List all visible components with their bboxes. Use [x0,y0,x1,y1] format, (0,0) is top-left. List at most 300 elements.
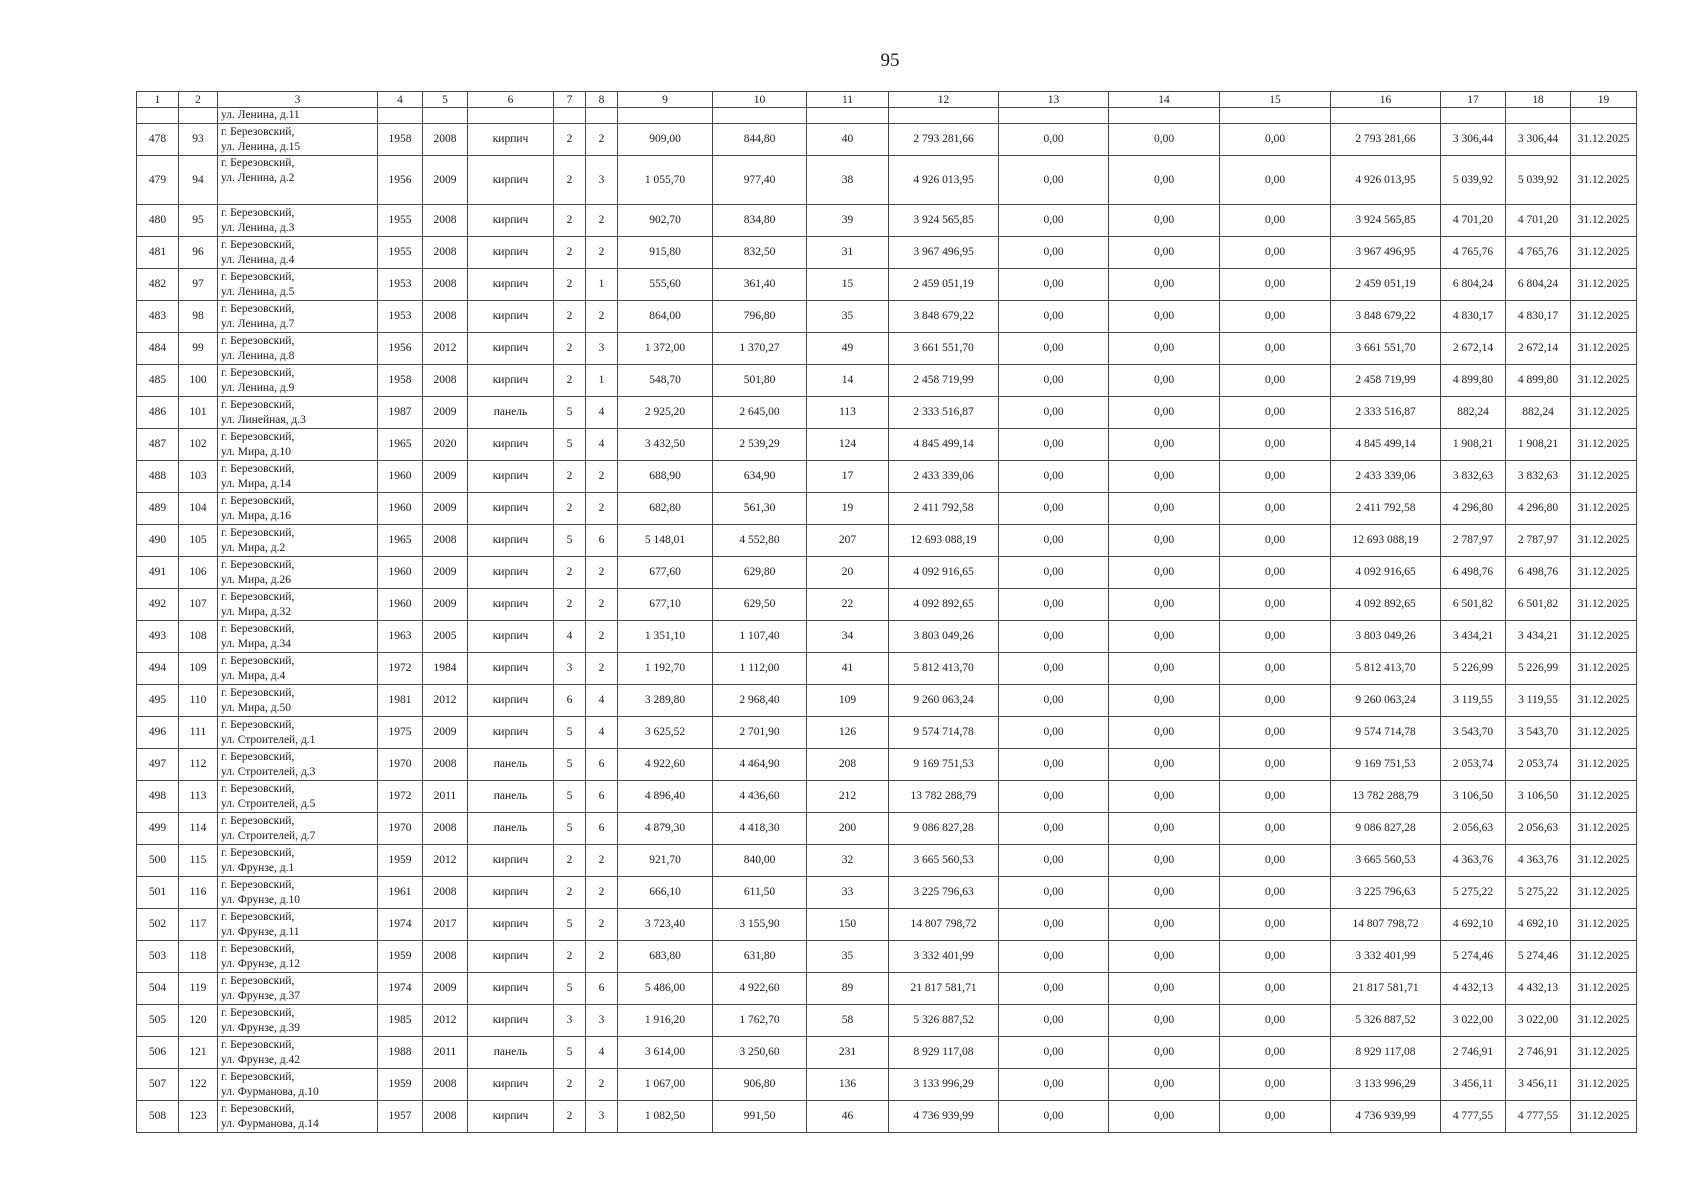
table-cell: 99 [179,333,218,365]
table-row [137,429,1637,461]
table-cell: 832,50 [713,237,807,269]
table-cell: 3 [554,653,586,685]
table-cell: 19 [807,493,889,525]
table-cell: 31.12.2025 [1571,205,1637,237]
table-cell: 40 [807,124,889,156]
table-cell: 3 332 401,99 [1331,941,1441,973]
table-cell: 2 433 339,06 [889,461,999,493]
table-row [137,461,1637,493]
table-cell: 4 879,30 [618,813,713,845]
column-number-header: 6 [468,92,554,108]
column-number-header: 19 [1571,92,1637,108]
table-cell: 1984 [423,653,468,685]
table-cell: 2 [554,269,586,301]
table-cell: 109 [807,685,889,717]
table-cell: 0,00 [1109,301,1220,333]
table-cell: 482 [137,269,179,301]
table-cell: 4 777,55 [1441,1101,1506,1133]
table-cell: 0,00 [1220,1069,1331,1101]
table-cell: 2008 [423,301,468,333]
table-row [137,749,1637,781]
table-cell: 5 [554,749,586,781]
table-cell: кирпич [468,301,554,333]
table-cell: 3 [586,333,618,365]
table-cell: 0,00 [1220,156,1331,205]
address-cell: г. Березовский, ул. Ленина, д.9 [218,365,378,397]
address-cell: г. Березовский, ул. Строителей, д.1 [218,717,378,749]
table-cell: 0,00 [999,1069,1109,1101]
table-cell: 0,00 [1220,525,1331,557]
table-cell: 6 [554,685,586,717]
table-cell: 1960 [378,493,423,525]
table-cell: 2 [586,301,618,333]
table-cell: 2020 [423,429,468,461]
table-cell: 31.12.2025 [1571,813,1637,845]
table-cell: 31.12.2025 [1571,301,1637,333]
table-row [137,845,1637,877]
table-cell: 677,10 [618,589,713,621]
table-cell: 0,00 [999,124,1109,156]
table-cell: 2 [586,845,618,877]
column-number-header: 4 [378,92,423,108]
table-cell: 5 275,22 [1441,877,1506,909]
table-cell: 114 [179,813,218,845]
table-cell: 0,00 [999,973,1109,1005]
address-cell: г. Березовский, ул. Строителей, д.3 [218,749,378,781]
table-cell: 0,00 [1220,429,1331,461]
table-cell: 3 803 049,26 [889,621,999,653]
table-cell: 3 803 049,26 [1331,621,1441,653]
table-cell: 0,00 [1220,653,1331,685]
table-cell: 2 [586,621,618,653]
address-cell: г. Березовский, ул. Фрунзе, д.10 [218,877,378,909]
table-row [137,1069,1637,1101]
table-row [137,333,1637,365]
table-cell: 2005 [423,621,468,653]
table-cell: 31.12.2025 [1571,269,1637,301]
table-cell: 2 [586,493,618,525]
address-cell: г. Березовский, ул. Строителей, д.7 [218,813,378,845]
table-cell: 0,00 [1220,493,1331,525]
table-cell: 1 112,00 [713,653,807,685]
table-cell: 15 [807,269,889,301]
table-cell [1109,108,1220,124]
table-cell: 3 133 996,29 [1331,1069,1441,1101]
table-cell: 361,40 [713,269,807,301]
table-cell: 4 922,60 [713,973,807,1005]
table-cell [1441,108,1506,124]
table-cell: 2009 [423,973,468,1005]
table-cell: 2 [554,941,586,973]
table-cell: 3 848 679,22 [889,301,999,333]
table-cell: 2008 [423,1101,468,1133]
table-cell: 1 762,70 [713,1005,807,1037]
table-cell [1571,108,1637,124]
table-cell: 2 672,14 [1506,333,1571,365]
column-number-header: 15 [1220,92,1331,108]
table-cell: 3 434,21 [1441,621,1506,653]
table-cell: кирпич [468,461,554,493]
table-cell: 3 225 796,63 [1331,877,1441,909]
table-cell: 2 [554,301,586,333]
table-cell: 4 777,55 [1506,1101,1571,1133]
table-cell: 2009 [423,461,468,493]
table-cell: 1959 [378,941,423,973]
table-cell: 0,00 [1220,685,1331,717]
table-cell: 14 807 798,72 [889,909,999,941]
table-cell: 2008 [423,813,468,845]
table-cell: 1 908,21 [1441,429,1506,461]
table-cell: 0,00 [1220,205,1331,237]
table-cell: кирпич [468,1101,554,1133]
address-cell: г. Березовский, ул. Фурманова, д.10 [218,1069,378,1101]
table-cell: 492 [137,589,179,621]
table-cell: 0,00 [1109,973,1220,1005]
table-cell: 1960 [378,589,423,621]
table-cell: 1974 [378,973,423,1005]
table-cell [1331,108,1441,124]
table-cell: 104 [179,493,218,525]
table-cell: 6 [586,973,618,1005]
table-cell: 0,00 [1109,557,1220,589]
table-cell: 3 456,11 [1441,1069,1506,1101]
table-cell: панель [468,1037,554,1069]
table-cell: 31.12.2025 [1571,525,1637,557]
table-cell: 0,00 [1109,124,1220,156]
table-cell: 0,00 [1109,365,1220,397]
table-cell: 1 067,00 [618,1069,713,1101]
table-cell: 31.12.2025 [1571,909,1637,941]
table-cell: 231 [807,1037,889,1069]
table-cell: 0,00 [1220,269,1331,301]
table-cell: 2 411 792,58 [1331,493,1441,525]
table-cell: 123 [179,1101,218,1133]
table-cell: 33 [807,877,889,909]
table-cell: кирпич [468,557,554,589]
table-cell: 12 693 088,19 [1331,525,1441,557]
table-cell: 58 [807,1005,889,1037]
table-cell: 2 [554,845,586,877]
table-cell: 6 498,76 [1506,557,1571,589]
table-cell: 0,00 [1220,845,1331,877]
address-cell: г. Березовский, ул. Фрунзе, д.39 [218,1005,378,1037]
column-number-header: 3 [218,92,378,108]
table-cell [586,108,618,124]
address-cell: г. Березовский, ул. Фрунзе, д.11 [218,909,378,941]
table-cell: 31.12.2025 [1571,973,1637,1005]
table-cell: 5 [554,525,586,557]
table-cell: 497 [137,749,179,781]
table-cell: 103 [179,461,218,493]
table-cell: 611,50 [713,877,807,909]
table-cell: 0,00 [1109,1069,1220,1101]
table-cell: кирпич [468,877,554,909]
table-cell: 2 [554,589,586,621]
table-cell: 0,00 [999,429,1109,461]
table-cell: 2 056,63 [1506,813,1571,845]
table-cell: 4 436,60 [713,781,807,813]
table-cell: 1961 [378,877,423,909]
address-cell: г. Березовский, ул. Мира, д.34 [218,621,378,653]
table-cell: 3 967 496,95 [1331,237,1441,269]
table-cell: 0,00 [999,845,1109,877]
table-cell: 487 [137,429,179,461]
table-cell: 2008 [423,269,468,301]
table-cell: 0,00 [1109,269,1220,301]
table-cell: 2009 [423,717,468,749]
table-row [137,973,1637,1005]
table-row [137,124,1637,156]
address-cell: г. Березовский, ул. Ленина, д.8 [218,333,378,365]
address-cell: г. Березовский, ул. Линейная, д.3 [218,397,378,429]
table-cell: 3 119,55 [1506,685,1571,717]
table-cell: 508 [137,1101,179,1133]
table-cell: 3 133 996,29 [889,1069,999,1101]
table-cell: 0,00 [1109,845,1220,877]
table-cell: 2011 [423,1037,468,1069]
table-cell: 2 793 281,66 [889,124,999,156]
table-cell: 555,60 [618,269,713,301]
table-cell: 4 845 499,14 [889,429,999,461]
table-cell: 2 [586,909,618,941]
table-cell: 31.12.2025 [1571,493,1637,525]
table-cell: 0,00 [1109,813,1220,845]
table-cell: 2 [586,589,618,621]
table-cell: 108 [179,621,218,653]
table-cell: 1 908,21 [1506,429,1571,461]
address-cell: г. Березовский, ул. Мира, д.10 [218,429,378,461]
table-cell: 0,00 [1220,717,1331,749]
table-cell: 111 [179,717,218,749]
table-cell: 4 830,17 [1506,301,1571,333]
table-cell: 2 672,14 [1441,333,1506,365]
table-cell: 31.12.2025 [1571,333,1637,365]
table-cell: 0,00 [1109,1037,1220,1069]
table-cell: кирпич [468,333,554,365]
table-cell: 0,00 [1109,1005,1220,1037]
table-cell: 2008 [423,525,468,557]
table-cell: 4 296,80 [1441,493,1506,525]
table-row [137,589,1637,621]
table-cell: 17 [807,461,889,493]
table-cell: 0,00 [1109,205,1220,237]
table-cell: 115 [179,845,218,877]
table-cell [423,108,468,124]
table-cell: 31.12.2025 [1571,877,1637,909]
table-cell: 31.12.2025 [1571,717,1637,749]
table-cell: 6 804,24 [1506,269,1571,301]
table-cell: 100 [179,365,218,397]
table-cell: 0,00 [999,205,1109,237]
table-cell: 3 665 560,53 [1331,845,1441,877]
table-cell: 4 464,90 [713,749,807,781]
address-cell: г. Березовский, ул. Ленина, д.5 [218,269,378,301]
address-cell: г. Березовский, ул. Ленина, д.15 [218,124,378,156]
table-row [137,365,1637,397]
table-cell: 0,00 [999,461,1109,493]
address-cell: г. Березовский, ул. Мира, д.16 [218,493,378,525]
table-cell: 20 [807,557,889,589]
table-cell: 2008 [423,124,468,156]
table-cell: 2 053,74 [1506,749,1571,781]
table-cell: 3 434,21 [1506,621,1571,653]
table-cell: 2 968,40 [713,685,807,717]
table-cell: 3 022,00 [1506,1005,1571,1037]
table-cell: 4 [586,685,618,717]
table-cell: 0,00 [1109,156,1220,205]
table-row [137,525,1637,557]
column-number-header: 1 [137,92,179,108]
table-cell: 479 [137,156,179,205]
table-cell: 14 807 798,72 [1331,909,1441,941]
table-cell: 0,00 [1220,237,1331,269]
table-row [137,621,1637,653]
table-cell: 1 055,70 [618,156,713,205]
table-cell: 5 [554,429,586,461]
table-cell: 2 056,63 [1441,813,1506,845]
table-cell: кирпич [468,845,554,877]
table-cell: 120 [179,1005,218,1037]
table-cell: 4 765,76 [1506,237,1571,269]
table-cell: 4 736 939,99 [1331,1101,1441,1133]
table-cell: 0,00 [999,781,1109,813]
table-cell: 2 053,74 [1441,749,1506,781]
table-cell: 5 [554,717,586,749]
table-cell: 0,00 [1220,397,1331,429]
table-cell: 5 326 887,52 [1331,1005,1441,1037]
table-cell: 0,00 [999,909,1109,941]
table-cell: 4 692,10 [1441,909,1506,941]
column-number-header-row [137,92,1637,108]
address-cell: г. Березовский, ул. Мира, д.4 [218,653,378,685]
table-cell: кирпич [468,429,554,461]
table-cell: 3 [586,1101,618,1133]
table-cell: 3 225 796,63 [889,877,999,909]
table-cell [1506,108,1571,124]
table-cell: 3 848 679,22 [1331,301,1441,333]
table-cell: 93 [179,124,218,156]
housing-register-table [136,91,1637,1133]
table-cell: 9 086 827,28 [889,813,999,845]
table-cell: 4 926 013,95 [889,156,999,205]
column-number-header: 13 [999,92,1109,108]
table-cell: 977,40 [713,156,807,205]
table-cell: 31.12.2025 [1571,941,1637,973]
table-cell: 4 296,80 [1506,493,1571,525]
table-cell: 31.12.2025 [1571,365,1637,397]
table-cell: 1987 [378,397,423,429]
table-cell: 6 498,76 [1441,557,1506,589]
table-cell: 0,00 [1109,429,1220,461]
table-cell: 2008 [423,877,468,909]
table-cell: 35 [807,301,889,333]
address-cell: г. Березовский, ул. Фурманова, д.14 [218,1101,378,1133]
table-cell: 1959 [378,1069,423,1101]
table-cell: 1953 [378,301,423,333]
table-cell: 6 501,82 [1506,589,1571,621]
table-row [137,685,1637,717]
table-cell: 2 [554,205,586,237]
table-cell: 1970 [378,813,423,845]
column-number-header: 18 [1506,92,1571,108]
table-cell: 31.12.2025 [1571,1005,1637,1037]
column-number-header: 2 [179,92,218,108]
table-cell: 493 [137,621,179,653]
table-cell: 0,00 [999,749,1109,781]
table-cell: 31.12.2025 [1571,589,1637,621]
address-cell: г. Березовский, ул. Ленина, д.7 [218,301,378,333]
table-cell: 4 [586,397,618,429]
table-cell: 2 787,97 [1441,525,1506,557]
table-cell: 4 845 499,14 [1331,429,1441,461]
table-cell: 631,80 [713,941,807,973]
table-cell: 3 119,55 [1441,685,1506,717]
table-cell: 0,00 [1220,333,1331,365]
table-cell: 2009 [423,557,468,589]
table-cell: 0,00 [1220,461,1331,493]
table-cell: 89 [807,973,889,1005]
table-cell: кирпич [468,156,554,205]
table-cell: кирпич [468,589,554,621]
table-cell: 486 [137,397,179,429]
table-cell: 200 [807,813,889,845]
table-cell: 0,00 [1109,685,1220,717]
table-cell [713,108,807,124]
table-cell: 21 817 581,71 [1331,973,1441,1005]
table-cell: 4 922,60 [618,749,713,781]
table-cell: 1956 [378,333,423,365]
table-cell: 1957 [378,1101,423,1133]
table-cell: 3 924 565,85 [889,205,999,237]
table-cell: 5 274,46 [1441,941,1506,973]
column-number-header: 7 [554,92,586,108]
table-cell: 688,90 [618,461,713,493]
continuation-row [137,108,1637,124]
column-number-header: 16 [1331,92,1441,108]
table-row [137,813,1637,845]
table-cell: 0,00 [999,301,1109,333]
table-cell: 1955 [378,205,423,237]
table-cell: 495 [137,685,179,717]
table-cell: 2 701,90 [713,717,807,749]
table-cell: 502 [137,909,179,941]
table-cell: 31.12.2025 [1571,1101,1637,1133]
table-cell: 4 736 939,99 [889,1101,999,1133]
table-cell: 0,00 [1109,493,1220,525]
table-cell: 0,00 [1220,909,1331,941]
table-cell: 31.12.2025 [1571,461,1637,493]
table-cell: 109 [179,653,218,685]
table-cell: 1958 [378,124,423,156]
column-number-header: 8 [586,92,618,108]
table-cell: кирпич [468,909,554,941]
table-cell: 2 433 339,06 [1331,461,1441,493]
table-cell: 1 [586,365,618,397]
table-cell: 31.12.2025 [1571,621,1637,653]
table-cell: 3 [554,1005,586,1037]
table-cell: 9 574 714,78 [1331,717,1441,749]
table-cell: 483 [137,301,179,333]
table-cell: 31.12.2025 [1571,749,1637,781]
table-cell: 0,00 [1220,749,1331,781]
table-cell: 0,00 [999,237,1109,269]
table-cell: 2008 [423,941,468,973]
table-cell: 2 411 792,58 [889,493,999,525]
table-cell [889,108,999,124]
table-cell: кирпич [468,717,554,749]
table-cell: 31.12.2025 [1571,1037,1637,1069]
table-cell: 4 765,76 [1441,237,1506,269]
